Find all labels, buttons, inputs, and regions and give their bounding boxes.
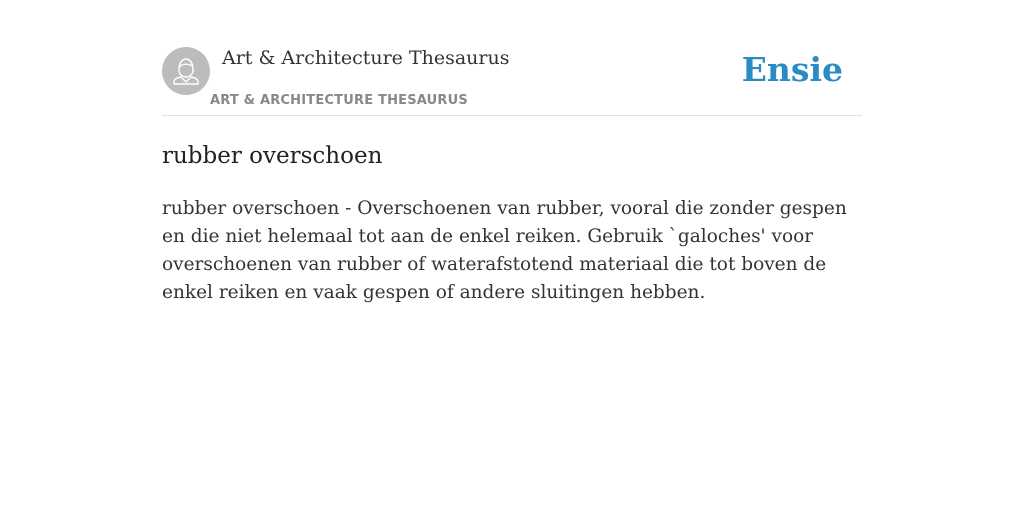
user-silhouette-icon — [162, 47, 210, 95]
source-title[interactable]: Art & Architecture Thesaurus — [222, 47, 510, 69]
header — [162, 46, 862, 116]
page — [162, 0, 862, 307]
avatar[interactable] — [162, 47, 210, 95]
term-definition: rubber overschoen - Overschoenen van rubber, vooral die zonder gespen en die niet helemaal tot aan de enkel reiken. Gebruik `galoches' voor overschoenen van rubber of waterafstotend materiaal die tot boven de enkel reiken en vaak gespen of andere sluitingen hebben. — [162, 198, 847, 303]
brand-logo-link[interactable]: Ensie — [741, 50, 843, 89]
term-title: rubber overschoen — [162, 143, 383, 169]
source-subtitle[interactable]: ART & ARCHITECTURE THESAURUS — [210, 93, 468, 108]
